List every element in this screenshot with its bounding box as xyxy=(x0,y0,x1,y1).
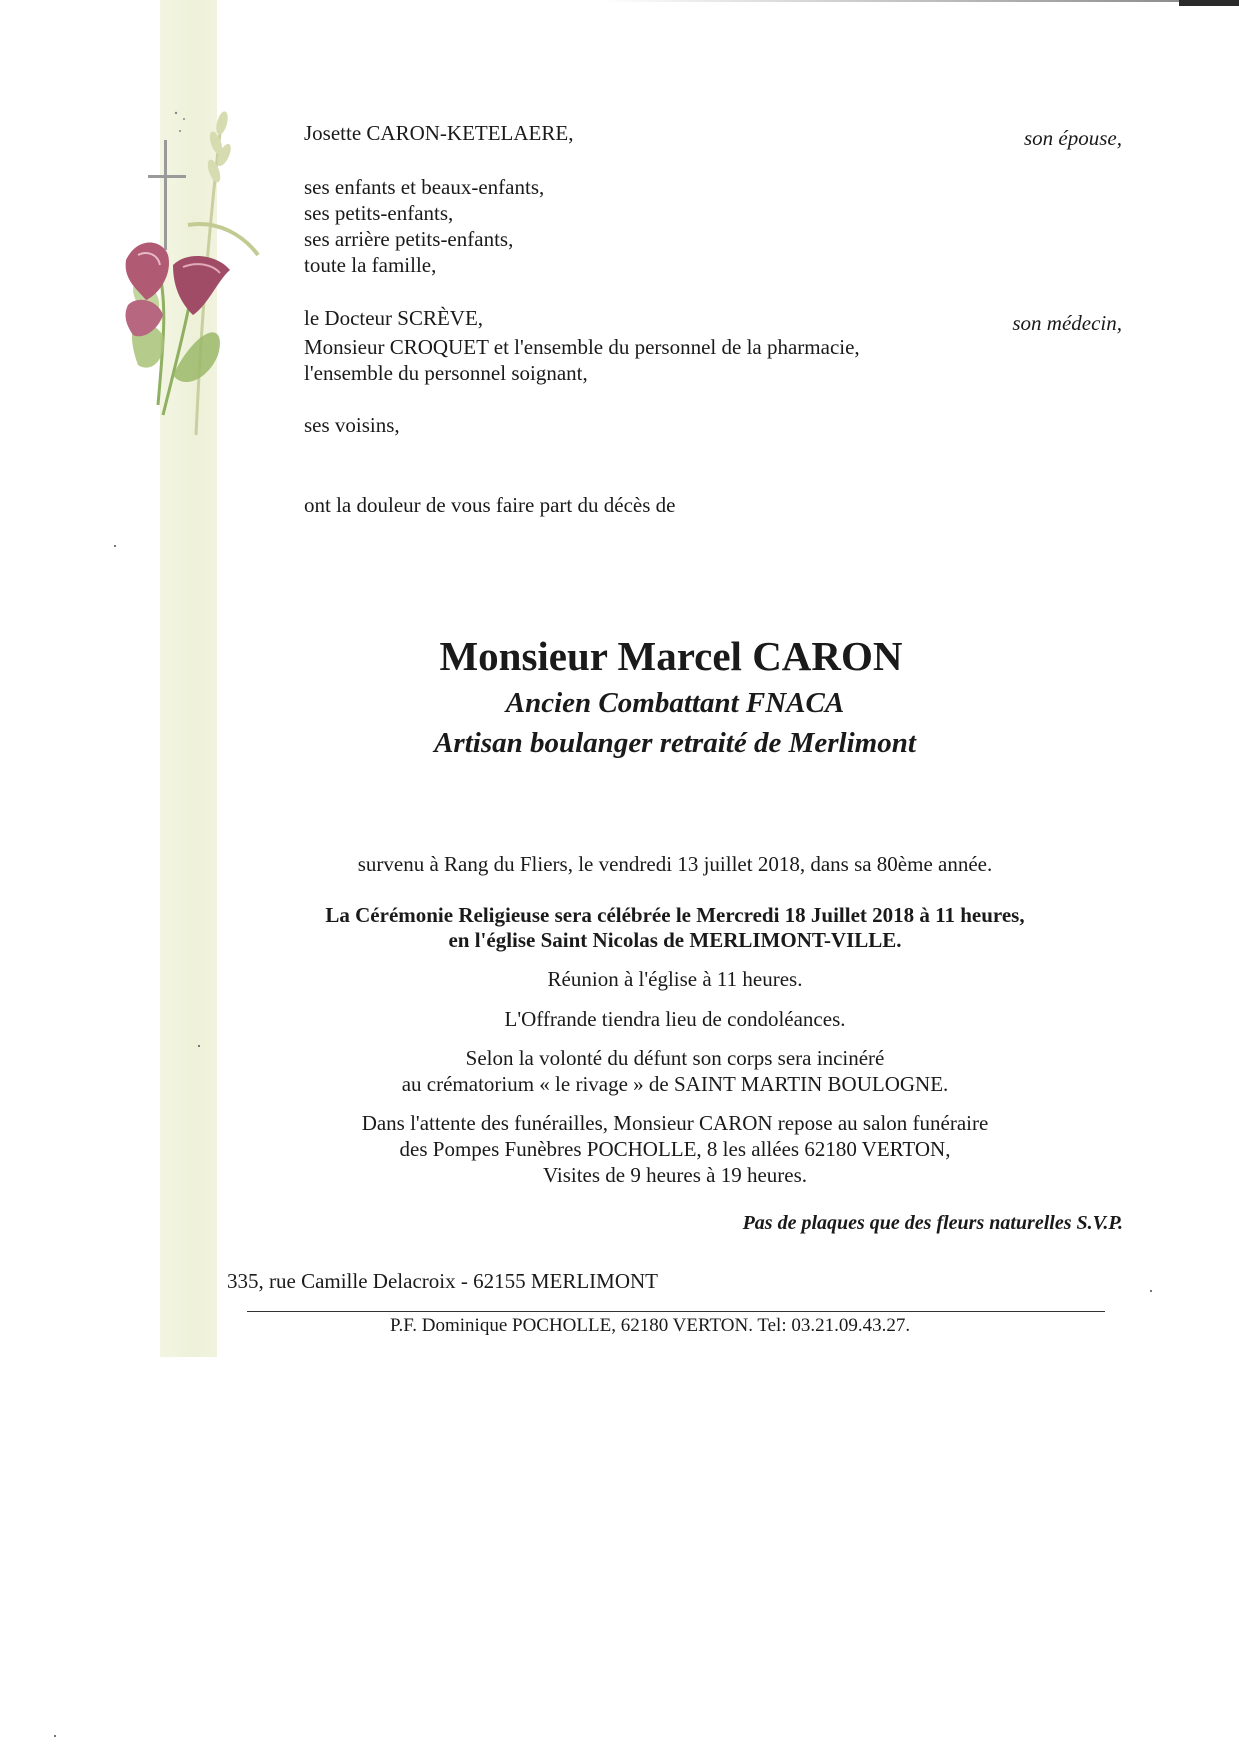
floral-decoration xyxy=(118,105,278,475)
meeting-line: Réunion à l'église à 11 heures. xyxy=(547,967,803,991)
visitation-line: Dans l'attente des funérailles, Monsieur CARON repose au salon funéraire xyxy=(361,1111,989,1135)
scan-speck xyxy=(1150,1290,1152,1292)
doctor-name: le Docteur SCRÈVE, xyxy=(304,306,484,330)
spouse-name: Josette CARON-KETELAERE, xyxy=(304,121,574,145)
flowers-note: Pas de plaques que des fleurs naturelles S.V.P. xyxy=(742,1212,1123,1234)
deceased-name: Monsieur Marcel CARON xyxy=(439,633,903,679)
scan-edge-top xyxy=(600,0,1200,2)
relatives-line: ses arrière petits-enfants, xyxy=(304,227,514,251)
relatives-line: ses petits-enfants, xyxy=(304,201,454,225)
visitation-line: Visites de 9 heures à 19 heures. xyxy=(542,1163,808,1187)
spouse-role: son épouse, xyxy=(1024,126,1122,150)
intro-line: ont la douleur de vous faire part du décès de xyxy=(304,493,676,517)
cremation-line: Selon la volonté du défunt son corps sera incinéré xyxy=(465,1046,885,1070)
scan-edge-right xyxy=(1179,0,1239,6)
pharmacy-line: l'ensemble du personnel soignant, xyxy=(304,361,588,385)
family-address: 335, rue Camille Delacroix - 62155 MERLIMONT xyxy=(227,1269,658,1293)
offering-line: L'Offrande tiendra lieu de condoléances. xyxy=(504,1007,846,1031)
cremation-line: au crématorium « le rivage » de SAINT MARTIN BOULOGNE. xyxy=(401,1072,949,1096)
deceased-title: Artisan boulanger retraité de Merlimont xyxy=(434,727,916,759)
ceremony-line: La Cérémonie Religieuse sera célébrée le Mercredi 18 Juillet 2018 à 11 heures, xyxy=(325,903,1025,927)
scan-speck xyxy=(114,545,116,547)
ceremony-line: en l'église Saint Nicolas de MERLIMONT-VILLE. xyxy=(448,928,902,952)
scan-speck xyxy=(198,1045,200,1047)
relatives-line: ses enfants et beaux-enfants, xyxy=(304,175,545,199)
doctor-role: son médecin, xyxy=(1012,311,1122,335)
calla-lily-icon xyxy=(126,243,230,337)
death-details: survenu à Rang du Fliers, le vendredi 13 juillet 2018, dans sa 80ème année. xyxy=(357,852,993,876)
footer-divider xyxy=(247,1311,1105,1312)
funeral-home-info: P.F. Dominique POCHOLLE, 62180 VERTON. Tel: 03.21.09.43.27. xyxy=(390,1315,911,1336)
cross-icon xyxy=(148,140,186,250)
neighbours-line: ses voisins, xyxy=(304,413,400,437)
visitation-line: des Pompes Funèbres POCHOLLE, 8 les allées 62180 VERTON, xyxy=(399,1137,951,1161)
relatives-line: toute la famille, xyxy=(304,253,437,277)
deceased-title: Ancien Combattant FNACA xyxy=(505,687,845,719)
pharmacy-line: Monsieur CROQUET et l'ensemble du personnel de la pharmacie, xyxy=(304,335,860,359)
scan-speck xyxy=(54,1735,56,1737)
